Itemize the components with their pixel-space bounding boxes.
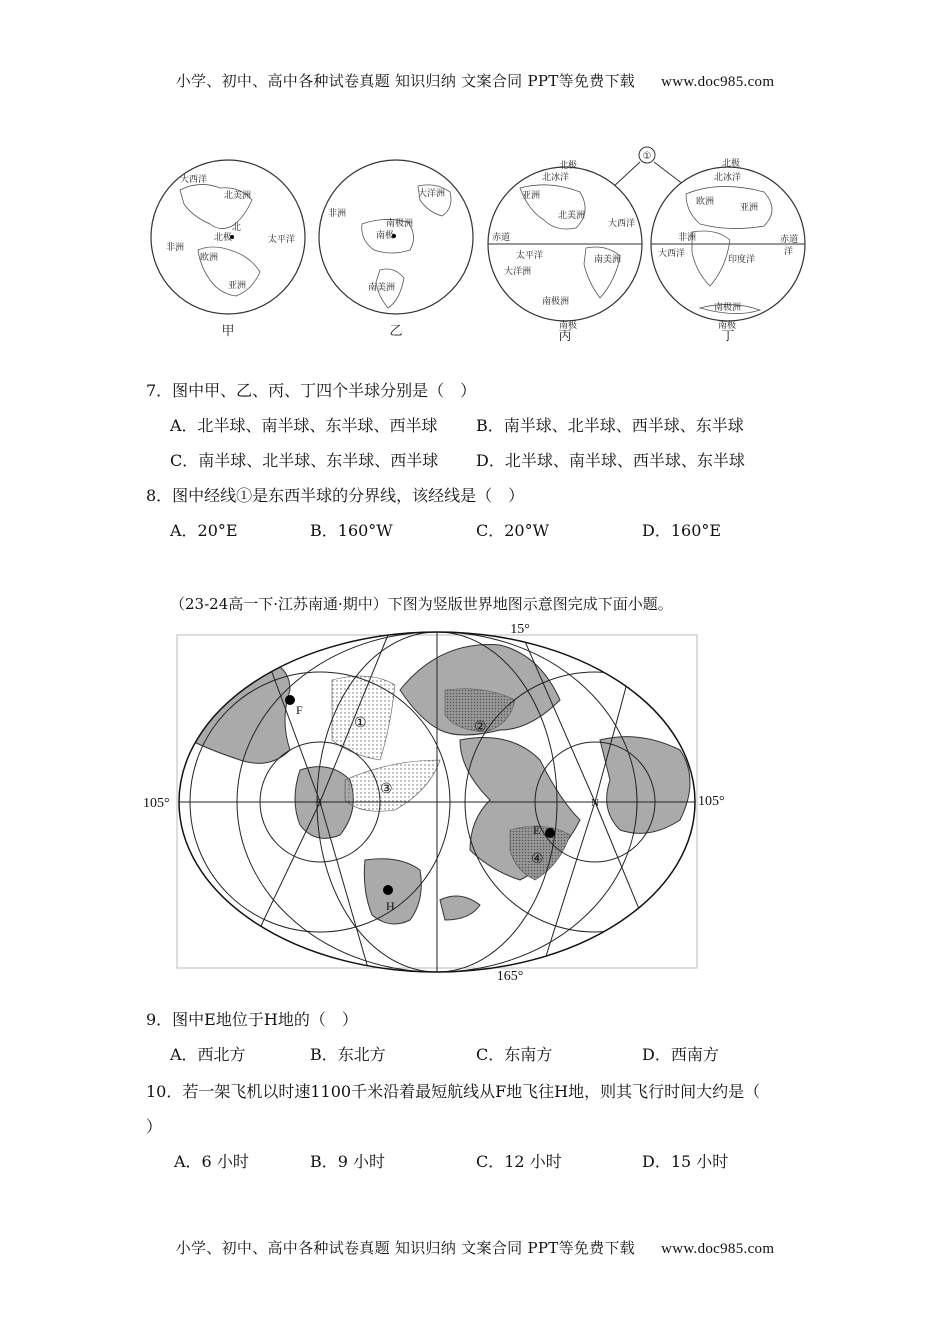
label-bottom-meridian: 165° [496, 969, 524, 984]
q10-stem-cont: ） [146, 1117, 163, 1136]
q8-option-d[interactable]: D．160°E [642, 521, 722, 540]
hemisphere-ding [651, 157, 805, 331]
q7-stem: 7．图中甲、乙、丙、丁四个半球分别是（ ） [146, 381, 477, 400]
label-arctic-ocean: 北冰洋 [542, 173, 570, 183]
region-4-label: ④ [531, 852, 544, 867]
label-right-meridian: 105° [698, 794, 725, 809]
q8-stem: 8．图中经线①是东西半球的分界线，该经线是（ ） [146, 486, 525, 505]
label-south-pole: 南极 [376, 231, 395, 241]
label-south-america: 南美洲 [368, 283, 396, 293]
hemispheres-figure [140, 140, 820, 350]
hemisphere-jia [151, 160, 305, 314]
label-left-meridian: 105° [143, 796, 170, 811]
label-north-pole: 北极 [722, 159, 741, 169]
label-europe: 欧洲 [696, 197, 715, 207]
label-south-pole: 南极 [559, 321, 578, 331]
pole-s-label: S [316, 797, 323, 809]
label-north-pole: 北极 [559, 161, 578, 171]
q7-option-b[interactable]: B．南半球、北半球、西半球、东半球 [476, 416, 744, 435]
hemisphere-yi [319, 160, 473, 314]
label-europe: 欧洲 [200, 253, 219, 263]
label-indian-ocean: 印度洋 [728, 255, 756, 265]
header-site[interactable]: www.doc985.com [661, 74, 775, 90]
region-3-label: ③ [380, 782, 393, 797]
label-africa: 非洲 [328, 209, 347, 219]
label-asia: 亚洲 [740, 203, 759, 213]
q10-option-c[interactable]: C．12 小时 [476, 1152, 562, 1171]
header-text: 小学、初中、高中各种试卷真题 知识归纳 文案合同 PPT等免费下载 [175, 72, 636, 90]
page-footer [0, 1237, 950, 1258]
point-h-label: H [386, 899, 395, 913]
q9-option-c[interactable]: C．东南方 [476, 1045, 553, 1064]
q9-option-d[interactable]: D．西南方 [642, 1045, 719, 1064]
label-arctic-ocean: 北冰洋 [714, 173, 742, 183]
caption-yi: 乙 [389, 324, 403, 339]
caption-ding: 丁 [721, 329, 735, 344]
label-pacific: 太平洋 [516, 251, 544, 261]
pole-n-label: N [591, 797, 599, 809]
question-source: （23-24高一下·江苏南通·期中）下图为竖版世界地图示意图完成下面小题。 [170, 595, 673, 613]
q7-option-a[interactable]: A．北半球、南半球、东半球、西半球 [170, 416, 438, 435]
q8-option-b[interactable]: B．160°W [310, 521, 393, 540]
label-north: 北 [232, 223, 242, 233]
point-e-label: E [533, 823, 541, 837]
region-2-label: ② [474, 720, 487, 735]
label-atlantic: 大西洋 [608, 219, 636, 229]
region-1-label: ① [354, 716, 367, 731]
point-h [383, 885, 393, 895]
callout-label: ① [642, 151, 652, 162]
label-antarctica: 南极洲 [542, 297, 570, 307]
q10-option-a[interactable]: A．6 小时 [174, 1152, 249, 1171]
label-equator: 赤道 [492, 233, 511, 243]
footer-site[interactable]: www.doc985.com [661, 1241, 775, 1257]
footer-text: 小学、初中、高中各种试卷真题 知识归纳 文案合同 PPT等免费下载 [175, 1239, 636, 1257]
q7-option-d[interactable]: D．北半球、南半球、西半球、东半球 [476, 451, 745, 470]
label-antarctica: 南极洲 [386, 219, 414, 229]
label-ocean-fragment: 洋 [784, 247, 794, 257]
caption-bing: 丙 [558, 329, 572, 344]
vertical-world-map [140, 620, 740, 985]
hemisphere-bing [488, 159, 642, 331]
label-atlantic: 大西洋 [180, 175, 208, 185]
label-top-meridian: 15° [510, 622, 530, 637]
label-asia: 亚洲 [522, 191, 541, 201]
caption-jia: 甲 [221, 324, 235, 339]
point-e [545, 828, 555, 838]
q10-stem: 10．若一架飞机以时速1100千米沿着最短航线从F地飞往H地，则其飞行时间大约是（ [146, 1082, 761, 1101]
label-equator: 赤道 [780, 235, 799, 245]
q8-option-a[interactable]: A．20°E [170, 521, 238, 540]
label-south-america: 南美洲 [594, 255, 622, 265]
q10-option-b[interactable]: B．9 小时 [310, 1152, 386, 1171]
point-f-label: F [296, 703, 303, 717]
label-north-america: 北美洲 [558, 211, 586, 221]
label-africa: 非洲 [678, 233, 697, 243]
label-atlantic: 大西洋 [658, 249, 686, 259]
q7-option-c[interactable]: C．南半球、北半球、东半球、西半球 [170, 451, 439, 470]
label-oceania: 大洋洲 [418, 189, 446, 199]
label-north-america: 北美洲 [224, 191, 252, 201]
label-south-pole: 南极 [718, 321, 737, 331]
page-header [0, 70, 950, 91]
q9-stem: 9．图中E地位于H地的（ ） [146, 1010, 358, 1029]
q10-option-d[interactable]: D．15 小时 [642, 1152, 729, 1171]
point-f [285, 695, 295, 705]
label-antarctica: 南极洲 [714, 303, 742, 313]
q9-option-a[interactable]: A．西北方 [170, 1045, 246, 1064]
q8-option-c[interactable]: C．20°W [476, 521, 550, 540]
label-oceania: 大洋洲 [504, 267, 532, 277]
label-pacific: 太平洋 [268, 235, 296, 245]
label-north-pole: 北极 [214, 233, 233, 243]
q9-option-b[interactable]: B．东北方 [310, 1045, 386, 1064]
label-africa: 非洲 [166, 243, 185, 253]
label-asia: 亚洲 [228, 281, 247, 291]
